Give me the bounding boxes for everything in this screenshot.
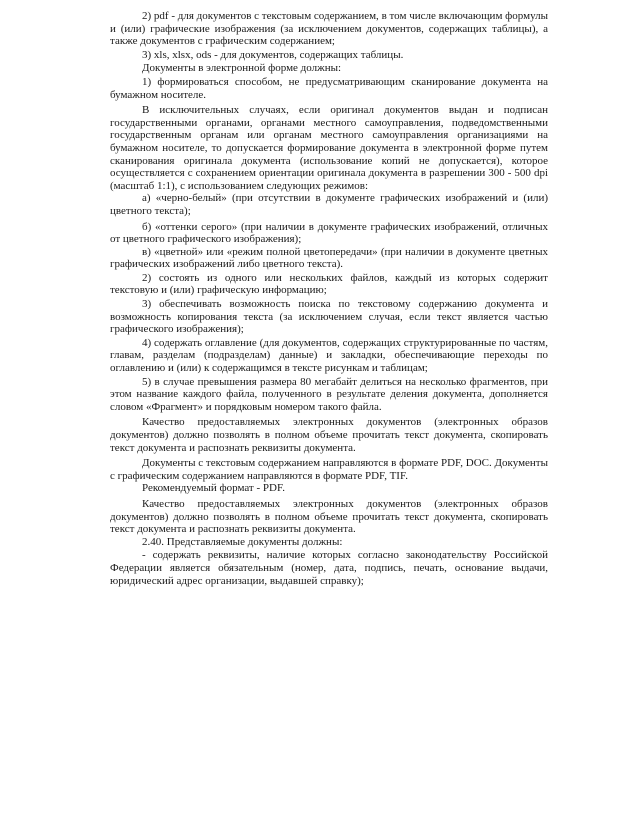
paragraph-search: 3) обеспечивать возможность поиска по текстовому содержанию документа и возможность копирования текста (за исключением случая, если текст является частью графического изображения); [110,298,548,336]
paragraph-mode-bw: а) «черно-белый» (при отсутствии в документе графических изображений и (или) цветного текста); [110,192,548,217]
paragraph-quality-2: Качество предоставляемых электронных документов (электронных образов документов) должно позволять в полном объеме прочитать текст документа, скопировать текст документа и распознать реквизиты документа. [110,497,548,536]
paragraph-toc: 4) содержать оглавление (для документов, содержащих структурированные по частям, главам, разделам (подразделам) данные) и закладки, обеспечивающие переходы по оглавлению и (или) к содержащимся в тексте рисункам и таблицам; [110,336,548,375]
paragraph-mode-grayscale: б) «оттенки серого» (при наличии в документе графических изображений, отличных от цветного графического изображения); [110,220,548,246]
paragraph-recommended-format: Рекомендуемый формат - PDF. [142,482,285,495]
paragraph-xls-format: 3) xls, xlsx, ods - для документов, содержащих таблицы. [142,48,404,61]
paragraph-exceptional-cases: В исключительных случаях, если оригинал документов выдан и подписан государственными органами, органами местного самоуправления, подведомственными государственным органам или органам местного самоуправления организациями на бумажном носителе, то допускается формирование документа в электронной форме путем сканирования оригинала документа (использование копий не допускается), которое осуществляется с сохранением ориентации оригинала документа в разрешении 300 - 500 dpi (масштаб 1:1), с использованием следующих режимов: [110,104,548,192]
paragraph-fragments: 5) в случае превышения размера 80 мегабайт делиться на несколько фрагментов, при этом название каждого файла, полученного в результате деления документа, дополняется словом «Фрагмент» и порядковым номером такого файла. [110,375,548,413]
paragraph-section-2-40: 2.40. Представляемые документы должны: [142,535,343,548]
paragraph-files: 2) состоять из одного или нескольких файлов, каждый из которых содержит текстовую и (или) графическую информацию; [110,271,548,297]
paragraph-quality-1: Качество предоставляемых электронных документов (электронных образов документов) должно позволять в полном объеме прочитать текст документа, скопировать текст документа и распознать реквизиты документа. [110,416,548,454]
paragraph-formats: Документы с текстовым содержанием направляются в формате PDF, DOC. Документы с графическим содержанием направляются в формате PDF, TIF. [110,457,548,482]
paragraph-requisites: - содержать реквизиты, наличие которых согласно законодательству Российской Федерации является обязательным (номер, дата, подпись, печать, основание выдачи, юридический адрес организации, выдавшей справку); [110,549,548,587]
paragraph-pdf-format: 2) pdf - для документов с текстовым содержанием, в том числе включающим формулы и (или) графические изображения (за исключением документов, содержащих таблицы), а также документов с графическим содержанием; [110,10,548,48]
paragraph-no-scanning: 1) формироваться способом, не предусматривающим сканирование документа на бумажном носителе. [110,75,548,101]
paragraph-mode-color: в) «цветной» или «режим полной цветопередачи» (при наличии в документе цветных графических изображений либо цветного текста). [110,245,548,271]
paragraph-requirements-heading: Документы в электронной форме должны: [142,62,342,75]
